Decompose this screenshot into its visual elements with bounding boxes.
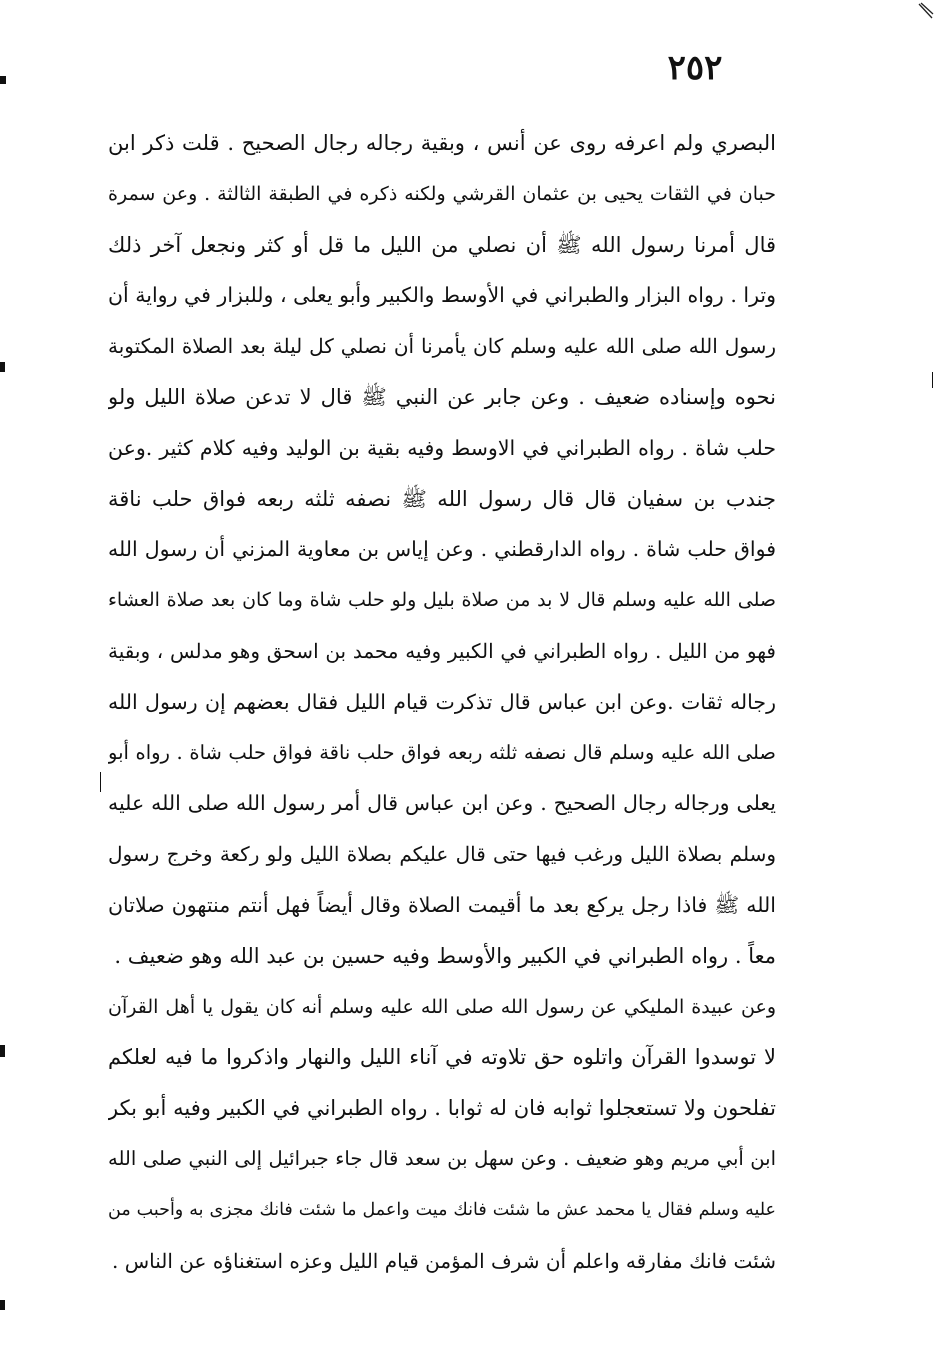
text-line: وترا . رواه البزار والطبراني في الأوسط والكبير وأبو يعلى ، وللبزار في رواية أن [108, 283, 776, 308]
text-line: الله ﷺ فاذا رجل يركع بعد ما أقيمت الصلاة وقال أيضاً فهل أنتم منتهون صلاتان [108, 892, 776, 917]
text-line: حلب شاة . رواه الطبراني في الاوسط وفيه بقية بن الوليد وفيه كلام كثير .وعن [108, 435, 776, 460]
text-line: شئت فانك مفارقه واعلم أن شرف المؤمن قيام الليل وعزه استغناؤه عن الناس . [112, 1248, 776, 1273]
text-line: حبان في الثقات يحيى بن عثمان القرشي ولكنه ذكره في الطبقة الثالثة . وعن سمرة [108, 182, 776, 205]
text-line: فهو من الليل . رواه الطبراني في الكبير وفيه محمد بن اسحق وهو مدلس ، وبقية [108, 638, 776, 663]
page-number: ٢٥٢ [667, 48, 723, 88]
text-line: عليه وسلم فقال يا محمد عش ما شئت فانك ميت واعمل ما شئت فانك مجزى به وأحبب من [108, 1199, 776, 1220]
text-line: فواق حلب شاة . رواه الدارقطني . وعن إياس بن معاوية المزني أن رسول الله [108, 537, 776, 562]
text-line: وسلم بصلاة الليل ورغب فيها حتى قال عليكم بصلاة الليل ولو ركعة وخرج رسول [108, 842, 776, 867]
text-line: صلى الله عليه وسلم قال لا بد من صلاة بليل ولو حلب شاة وما كان بعد صلاة العشاء [108, 589, 776, 612]
corner-scribble-mark [918, 2, 934, 20]
text-line: جندب بن سفيان قال قال رسول الله ﷺ نصفه ثلثه ربعه فواق حلب ناقة [108, 486, 776, 511]
text-line: لا توسدوا القرآن واتلوه حق تلاوته في آناء الليل والنهار واذكروا ما فيه لعلكم [108, 1045, 776, 1070]
margin-tick [100, 772, 101, 792]
left-edge-mark [0, 362, 5, 372]
text-line: رجاله ثقات .وعن ابن عباس قال تذكرت قيام الليل فقال بعضهم إن رسول الله [108, 689, 776, 714]
text-line: ابن أبي مريم وهو ضعيف . وعن سهل بن سعد قال جاء جبرائيل إلى النبي صلى الله [108, 1146, 776, 1170]
left-edge-mark [0, 76, 6, 84]
text-line: قال أمرنا رسول الله ﷺ أن نصلي من الليل ما قل أو كثر ونجعل آخر ذلك [108, 232, 776, 257]
text-line: تفلحون ولا تستعجلوا ثوابه فان له ثوابا . رواه الطبراني في الكبير وفيه أبو بكر [108, 1096, 776, 1121]
left-edge-mark [0, 1300, 5, 1310]
body-text [108, 118, 776, 1286]
text-line: رسول الله صلى الله عليه وسلم كان يأمرنا أن نصلي كل ليلة بعد الصلاة المكتوبة [108, 334, 776, 359]
text-line: صلى الله عليه وسلم قال نصفه ثلثه ربعه فواق حلب ناقة فواق حلب شاة . رواه أبو [108, 740, 776, 764]
text-line: نحوه وإسناده ضعيف . وعن جابر عن النبي ﷺ قال لا تدعن صلاة الليل ولو [108, 384, 776, 409]
text-line: وعن عبيدة المليكي عن رسول الله صلى الله عليه وسلم أنه كان يقول يا أهل القرآن [108, 995, 776, 1018]
text-line: يعلى ورجاله رجال الصحيح . وعن ابن عباس قال أمر رسول الله صلى الله عليه [108, 791, 776, 816]
margin-tick [932, 372, 933, 388]
text-line: معاً . رواه الطبراني في الكبير والأوسط وفيه حسين بن عبد الله وهو ضعيف . [114, 943, 776, 968]
text-line: البصري ولم اعرفه روى عن أنس ، وبقية رجاله رجال الصحيح . قلت ذكر ابن [108, 131, 776, 155]
left-edge-mark [0, 1045, 5, 1057]
